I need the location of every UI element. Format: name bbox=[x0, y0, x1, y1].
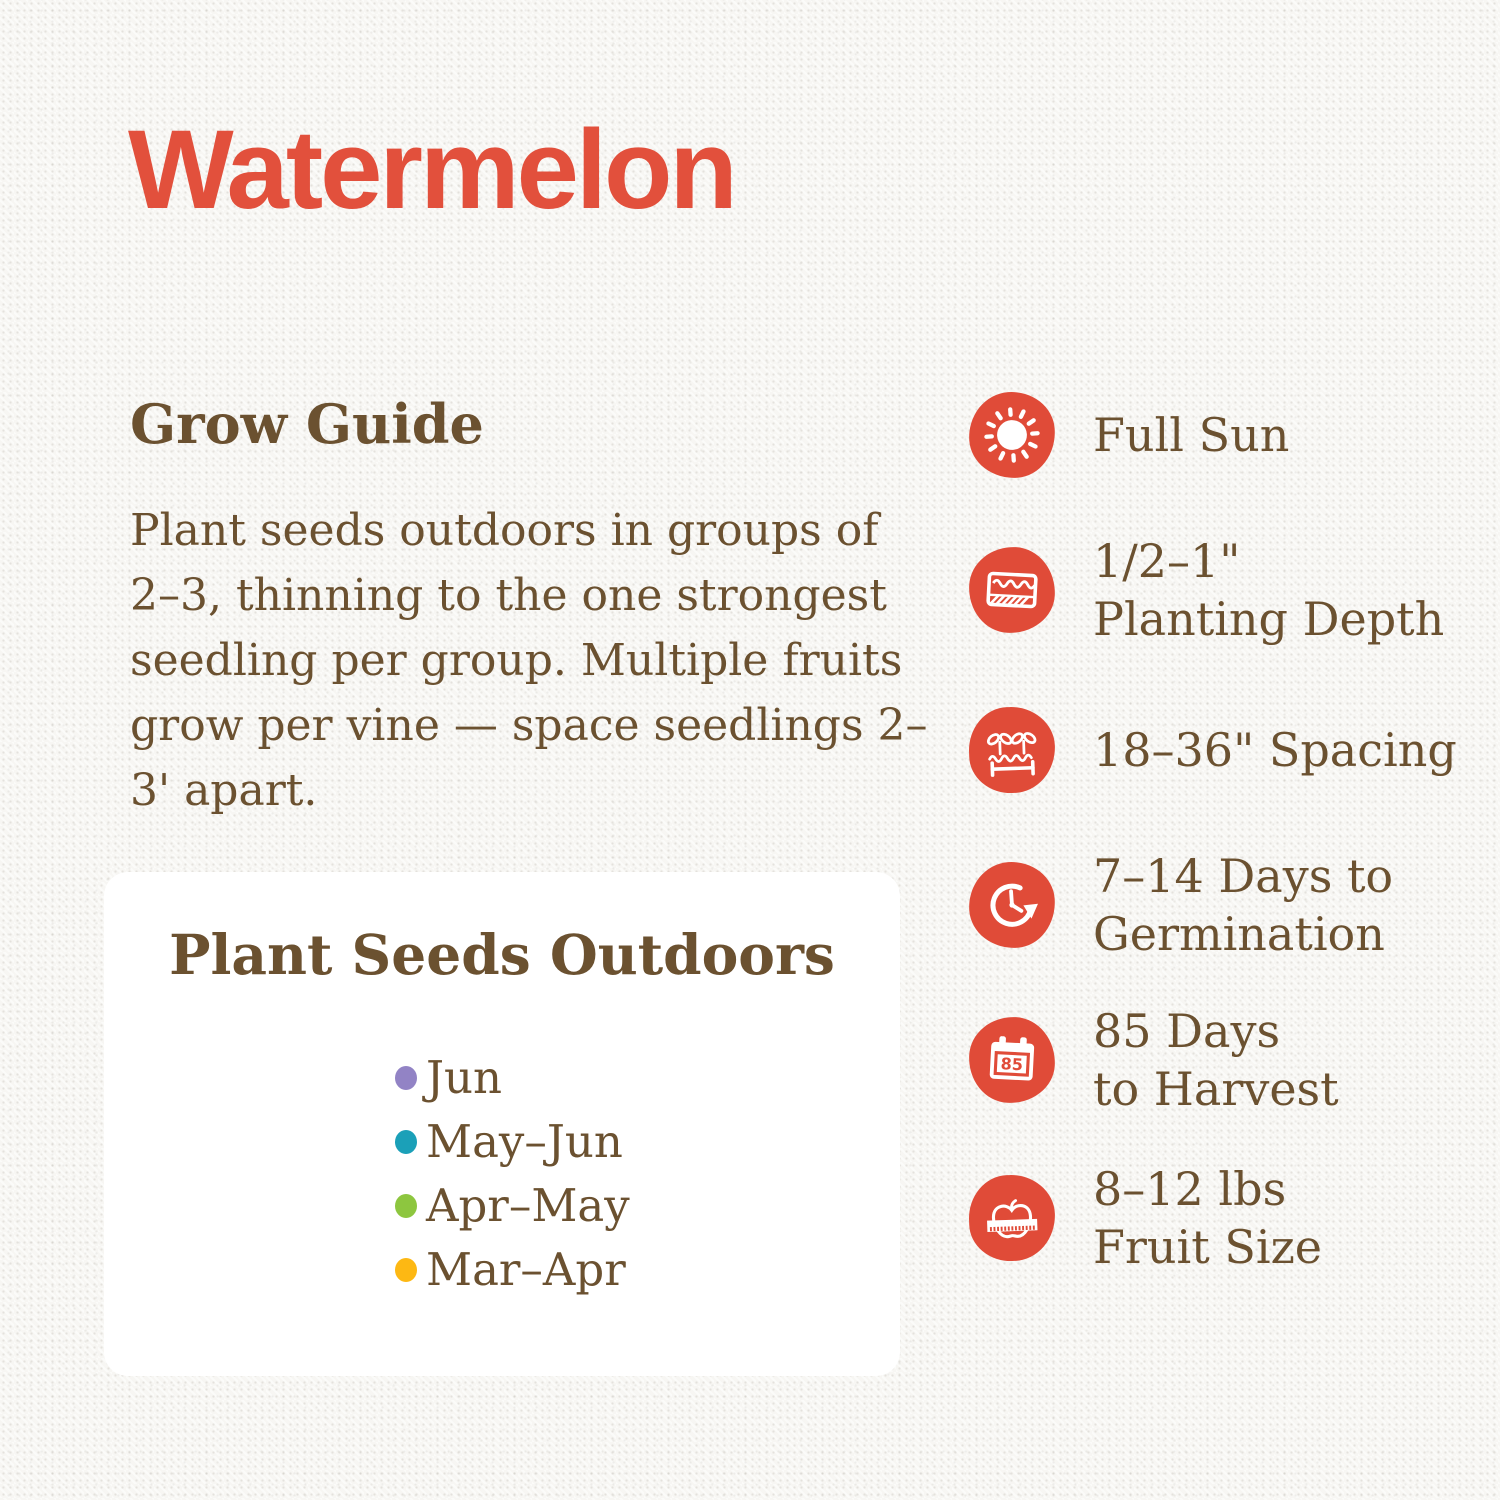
fruit-size-icon bbox=[968, 1174, 1057, 1263]
sun-icon bbox=[966, 389, 1058, 481]
fact-fruit-size bbox=[969, 1160, 1322, 1276]
plant-seeds-outdoors-card bbox=[104, 872, 900, 1376]
legend-item-mar-apr bbox=[395, 1243, 630, 1296]
grow-guide-heading: Grow Guide bbox=[130, 392, 484, 456]
fact-label bbox=[1093, 721, 1457, 779]
fact-full-sun bbox=[969, 392, 1289, 478]
fact-line: 7–14 Days to bbox=[1093, 849, 1394, 903]
fact-label bbox=[1093, 406, 1289, 464]
fact-label bbox=[1093, 1002, 1339, 1118]
spacing-icon bbox=[968, 706, 1057, 795]
fact-germination bbox=[969, 847, 1393, 963]
fact-line: 1/2–1" bbox=[1093, 534, 1241, 588]
legend-dot-teal bbox=[395, 1130, 417, 1154]
fact-line: to Harvest bbox=[1093, 1062, 1339, 1116]
fact-line: 18–36" Spacing bbox=[1093, 723, 1457, 777]
germination-icon bbox=[966, 859, 1058, 951]
legend-item-may-jun bbox=[395, 1115, 630, 1168]
harvest-calendar-icon bbox=[967, 1015, 1057, 1105]
grow-guide-section bbox=[130, 392, 930, 823]
fact-line: Fruit Size bbox=[1093, 1220, 1323, 1274]
legend-dot-yellow bbox=[395, 1258, 417, 1282]
legend-label: Mar–Apr bbox=[426, 1243, 626, 1296]
legend-label: Jun bbox=[426, 1051, 503, 1104]
legend-label: May–Jun bbox=[426, 1115, 623, 1168]
legend-dot-green bbox=[395, 1194, 417, 1218]
planting-legend bbox=[395, 1051, 630, 1296]
planting-depth-icon bbox=[967, 545, 1057, 635]
legend-item-apr-may bbox=[395, 1179, 630, 1232]
harvest-days-badge: 85 bbox=[1000, 1054, 1024, 1075]
legend-label: Apr–May bbox=[426, 1179, 630, 1232]
fact-line: 8–12 lbs bbox=[1093, 1162, 1287, 1216]
planting-card-title: Plant Seeds Outdoors bbox=[169, 922, 835, 987]
fact-spacing bbox=[969, 707, 1457, 793]
fact-label bbox=[1093, 1160, 1322, 1276]
fact-line: Germination bbox=[1093, 907, 1385, 961]
legend-item-jun bbox=[395, 1051, 630, 1104]
fact-label bbox=[1093, 847, 1393, 963]
fact-line: 85 Days bbox=[1093, 1004, 1281, 1058]
fact-label bbox=[1093, 532, 1444, 648]
page-title: Watermelon bbox=[128, 107, 735, 232]
fact-line: Full Sun bbox=[1093, 408, 1290, 462]
legend-dot-purple bbox=[395, 1066, 417, 1090]
grow-guide-body: Plant seeds outdoors in groups of 2–3, thinning to the one strongest seedling per group. Multiple fruits grow per vine — space seedlings 2–3' apart. bbox=[130, 505, 928, 816]
fact-line: Planting Depth bbox=[1093, 592, 1445, 646]
fact-planting-depth bbox=[969, 532, 1444, 648]
fact-days-to-harvest bbox=[969, 1002, 1339, 1118]
